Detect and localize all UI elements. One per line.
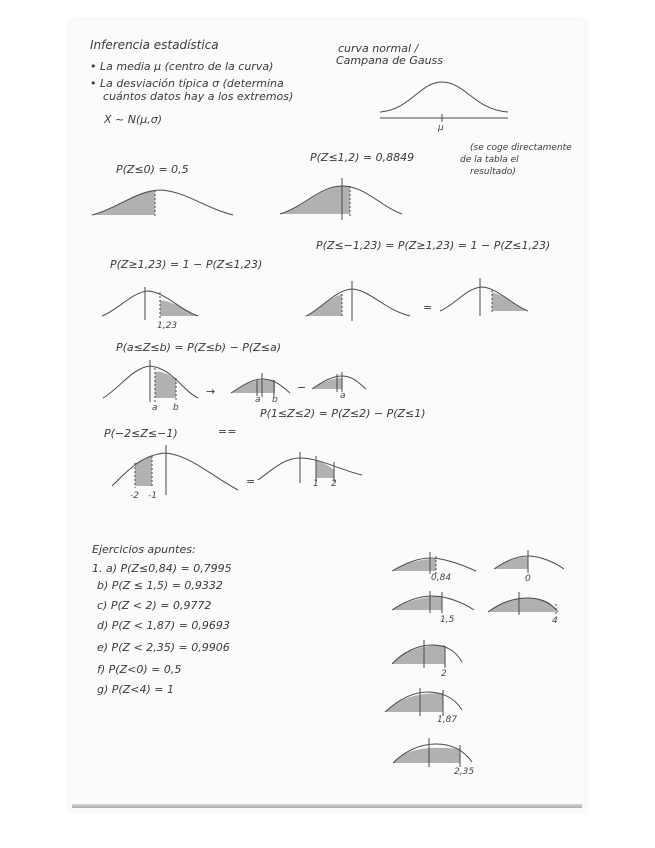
arrow-symbol: → xyxy=(206,385,216,398)
tick-a-2: a xyxy=(255,395,261,405)
bullet-sd-line1: • La desviación típica σ (determina xyxy=(90,77,284,90)
ex-tick-0: 0 xyxy=(525,574,531,584)
shade-b xyxy=(231,380,275,393)
normal-curve-label-1: curva normal / xyxy=(338,42,419,55)
tick-a-1: a xyxy=(152,403,158,413)
notes-title: Inferencia estadística xyxy=(90,38,219,52)
minus-symbol: − xyxy=(297,381,307,394)
exercise-a: 1. a) P(Z≤0,84) = 0,7995 xyxy=(92,562,232,575)
shade-z-le-0 xyxy=(92,190,155,215)
tick-neg-1: -1 xyxy=(148,491,157,501)
formula-z-le-1-2: P(Z≤1,2) = 0,8849 xyxy=(310,151,415,164)
mu-tick-label: μ xyxy=(438,123,444,133)
tick-pos-1: 1 xyxy=(313,479,319,489)
shade-ex-f xyxy=(494,557,528,569)
gauss-curve xyxy=(380,82,508,112)
ex-tick-0-84: 0,84 xyxy=(431,573,452,583)
tick-neg-2: -2 xyxy=(130,491,139,501)
formula-equivalence: == xyxy=(218,425,237,438)
tick-b-1: b xyxy=(173,403,179,413)
formula-neg-interval: P(−2≤Z≤−1) xyxy=(104,427,178,440)
formula-pos-interval: P(1≤Z≤2) = P(Z≤2) − P(Z≤1) xyxy=(260,407,426,420)
exercise-b: b) P(Z ≤ 1,5) = 0,9332 xyxy=(97,579,223,592)
shade-neg2-neg1 xyxy=(135,456,152,486)
exercise-d: d) P(Z < 1,87) = 0,9693 xyxy=(97,619,230,632)
ex-tick-1-87: 1,87 xyxy=(437,715,458,725)
ex-tick-2: 2 xyxy=(441,669,447,679)
exercise-g: g) P(Z<4) = 1 xyxy=(97,683,174,696)
exercise-c: c) P(Z < 2) = 0,9772 xyxy=(97,599,212,612)
formula-interval: P(a≤Z≤b) = P(Z≤b) − P(Z≤a) xyxy=(116,341,281,354)
table-note-1: (se coge directamente xyxy=(470,143,572,153)
table-note-2: de la tabla el xyxy=(460,155,519,165)
table-note-3: resultado) xyxy=(470,167,516,177)
tick-b-2: b xyxy=(272,395,278,405)
ex-tick-4: 4 xyxy=(552,616,558,626)
tick-pos-2: 2 xyxy=(331,479,337,489)
exercise-f: f) P(Z<0) = 0,5 xyxy=(97,663,182,676)
equals-symbol-2: = xyxy=(246,475,256,488)
normal-curve-label-2: Campana de Gauss xyxy=(336,54,444,67)
shade-a-b xyxy=(155,372,176,398)
ex-tick-2-35: 2,35 xyxy=(454,767,475,777)
tick-1-23: 1,23 xyxy=(157,321,178,331)
bullet-sd-line2: cuántos datos hay a los extremos) xyxy=(103,90,294,103)
tick-a-3: a xyxy=(340,391,346,401)
ex-tick-1-5: 1,5 xyxy=(440,615,455,625)
distribution-notation: X ~ N(μ,σ) xyxy=(104,113,163,126)
shade-ex-e xyxy=(393,748,460,763)
shade-ex-d xyxy=(385,693,443,712)
bullet-mean: • La media μ (centro de la curva) xyxy=(90,60,274,73)
formula-z-ge-1-23: P(Z≥1,23) = 1 − P(Z≤1,23) xyxy=(110,258,263,271)
exercise-e: e) P(Z < 2,35) = 0,9906 xyxy=(97,641,230,654)
curve-neg2-neg1 xyxy=(112,453,238,490)
formula-symmetry: P(Z≤−1,23) = P(Z≥1,23) = 1 − P(Z≤1,23) xyxy=(316,239,551,252)
equals-symbol-1: = xyxy=(423,301,433,314)
formula-z-le-0: P(Z≤0) = 0,5 xyxy=(116,163,189,176)
exercises-heading: Ejercicios apuntes: xyxy=(92,543,196,556)
shade-ex-c xyxy=(392,645,445,664)
curve-1-2 xyxy=(258,458,362,480)
